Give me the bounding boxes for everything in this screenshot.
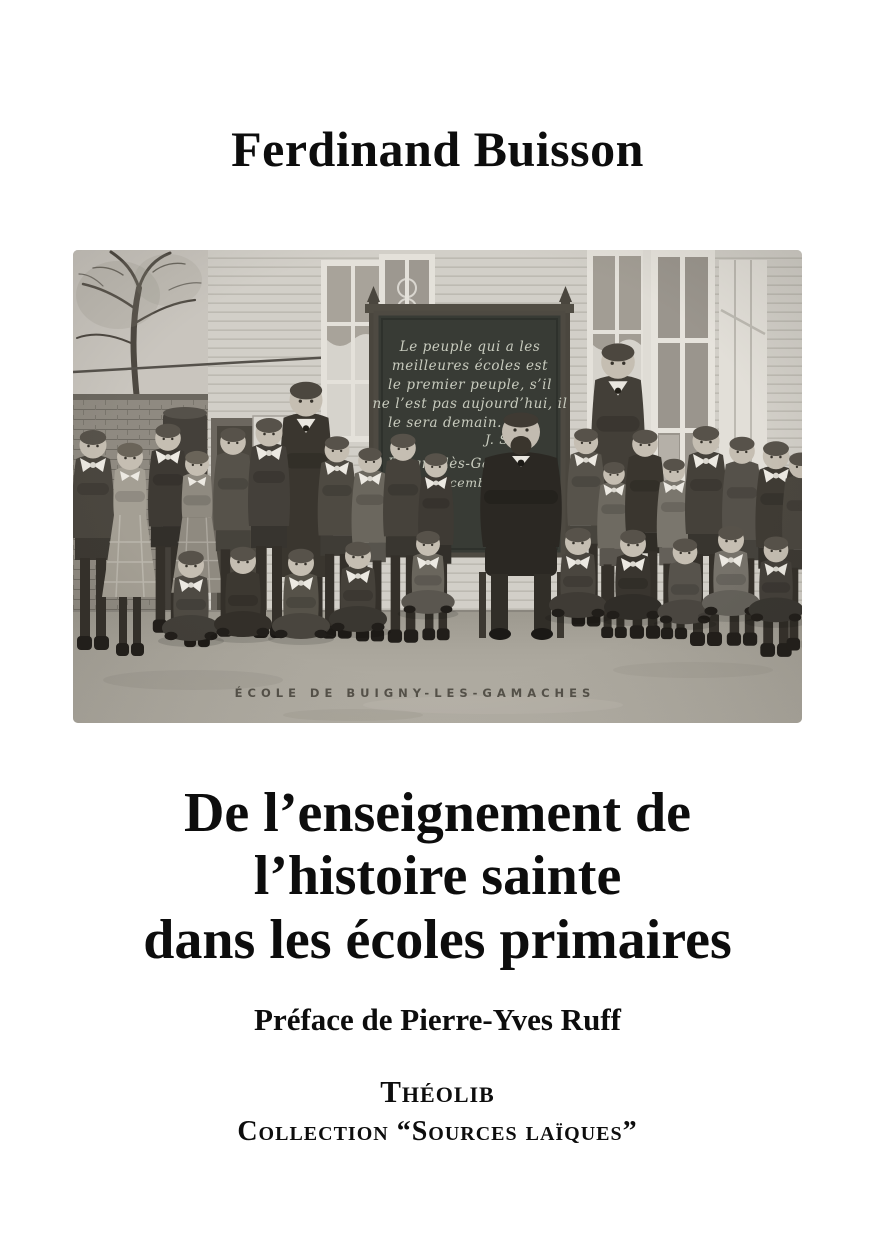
title-line-1: De l’enseignement de [183,782,691,844]
book-title [0,782,875,972]
collection-name: Collection “Sources laïques” [237,1116,638,1147]
title-line-2: l’histoire sainte [253,845,622,908]
publisher-name: Théolib [380,1074,495,1109]
preface-credit: Préface de Pierre-Yves Ruff [254,1002,621,1037]
author-name: Ferdinand Buisson [231,121,644,177]
class-photo-illustration [73,250,802,723]
title-line-3: dans les écoles primaires [143,908,732,971]
class-photo [73,250,802,723]
photo-vignette [73,250,802,723]
